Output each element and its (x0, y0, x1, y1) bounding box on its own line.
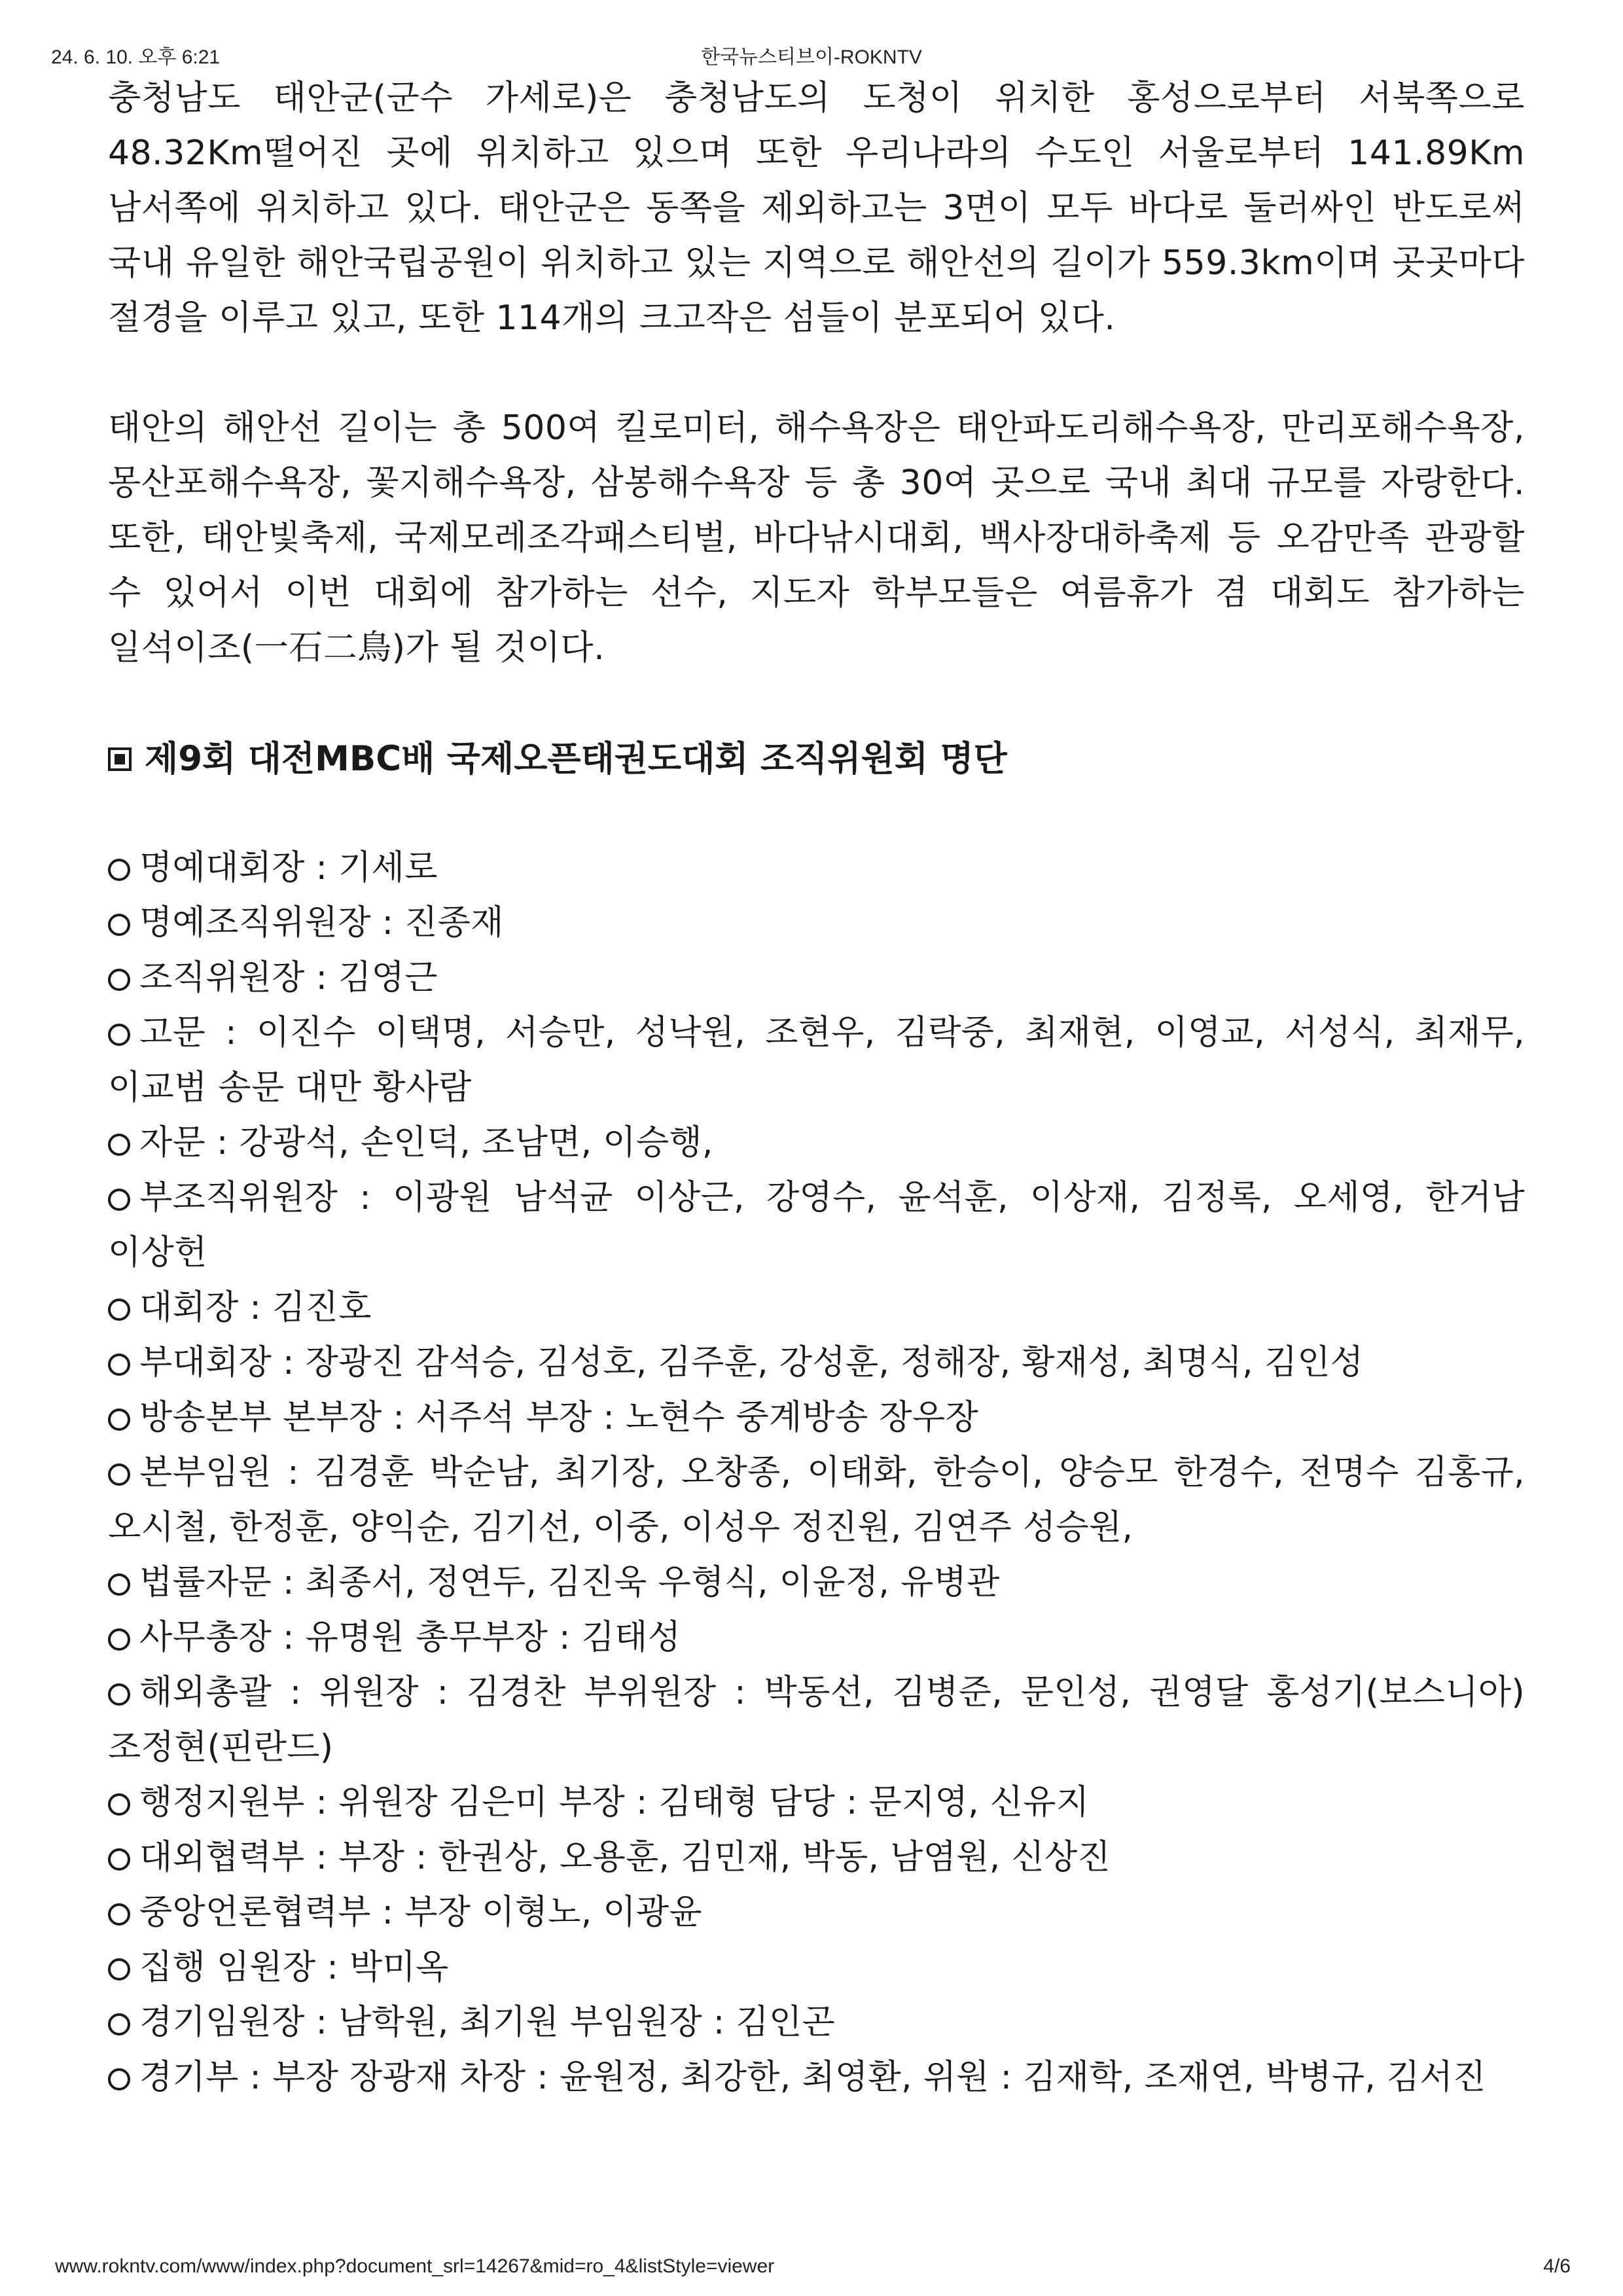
roster-item: 행정지원부 : 위원장 김은미 부장 : 김태형 담당 : 문지영, 신유지 (108, 1775, 1525, 1830)
circle-bullet-icon (108, 1463, 130, 1486)
circle-bullet-icon (108, 1189, 130, 1211)
roster-item: 명예대회장 : 기세로 (108, 840, 1525, 895)
print-footer (0, 2255, 1623, 2282)
circle-bullet-icon (108, 1793, 130, 1816)
roster-item: 대외협력부 : 부장 : 한권상, 오용훈, 김민재, 박동, 남염원, 신상진 (108, 1830, 1525, 1885)
circle-bullet-icon (108, 2013, 130, 2036)
circle-bullet-icon (108, 969, 130, 991)
article-paragraph-1: 충청남도 태안군(군수 가세로)은 충청남도의 도청이 위치한 홍성으로부터 서북쪽으로 48.32Km떨어진 곳에 위치하고 있으며 또한 우리나라의 수도인 서울로부터 141.89Km 남서쪽에 위치하고 있다. 태안군은 동쪽을 제외하고는 3면이 모두 바다로 둘러싸인 반도로써 국내 유일한 해안국립공원이 위치하고 있는 지역으로 해안선의 길이가 559.3km이며 곳곳마다 절경을 이루고 있고, 또한 114개의 크고작은 섬들이 분포되어 있다. (108, 79, 1525, 338)
article-paragraph-2: 태안의 해안선 길이는 총 500여 킬로미터, 해수욕장은 태안파도리해수욕장, 만리포해수욕장, 몽산포해수욕장, 꽃지해수욕장, 삼봉해수욕장 등 총 30여 곳으로 국내 최대 규모를 자랑한다. 또한, 태안빛축제, 국제모레조각패스티벌, 바다낚시대회, 백사장대하축제 등 오감만족 관광할 수 있어서 이번 대회에 참가하는 선수, 지도자 학부모들은 여름휴가 겸 대회도 참가하는 일석이조(一石二鳥)가 될 것이다. (108, 408, 1525, 668)
roster-item: 경기임원장 : 남학원, 최기원 부임원장 : 김인곤 (108, 1995, 1525, 2050)
circle-bullet-icon (108, 1903, 130, 1926)
roster-item: 고문 : 이진수 이택명, 서승만, 성낙원, 조현우, 김락중, 최재현, 이영교, 서성식, 최재무, 이교범 송문 대만 황사람 (108, 1013, 1525, 1107)
committee-roster (108, 840, 1525, 2105)
circle-bullet-icon (108, 859, 130, 881)
circle-bullet-icon (108, 1683, 130, 1706)
page-url: www.rokntv.com/www/index.php?document_srl=14267&mid=ro_4&listStyle=viewer (55, 2255, 775, 2277)
roster-item: 대회장 : 김진호 (108, 1280, 1525, 1335)
roster-item: 부대회장 : 장광진 감석승, 김성호, 김주훈, 강성훈, 정해장, 황재성, 최명식, 김인성 (108, 1335, 1525, 1390)
circle-bullet-icon (108, 1848, 130, 1871)
print-header (0, 41, 1623, 67)
roster-item: 경기부 : 부장 장광재 차장 : 윤원정, 최강한, 최영환, 위원 : 김재학, 조재연, 박병규, 김서진 (108, 2050, 1525, 2105)
roster-item: 집행 임원장 : 박미옥 (108, 1940, 1525, 1995)
roster-item: 조직위원장 : 김영근 (108, 950, 1525, 1005)
roster-item: 자문 : 강광석, 손인덕, 조남면, 이승행, (108, 1115, 1525, 1170)
circle-bullet-icon (108, 1354, 130, 1376)
roster-item: 해외총괄 : 위원장 : 김경찬 부위원장 : 박동선, 김병준, 문인성, 권영달 홍성기(보스니아) 조정현(핀란드) (108, 1673, 1525, 1767)
roster-item: 중앙언론협력부 : 부장 이형노, 이광윤 (108, 1885, 1525, 1940)
roster-item: 사무총장 : 유명원 총무부장 : 김태성 (108, 1610, 1525, 1665)
site-title: 한국뉴스티브이-ROKNTV (701, 46, 922, 68)
circle-bullet-icon (108, 1628, 130, 1651)
article-body (108, 71, 1525, 2105)
print-datetime: 24. 6. 10. 오후 6:21 (51, 46, 221, 68)
circle-bullet-icon (108, 2068, 130, 2090)
circle-bullet-icon (108, 914, 130, 936)
roster-item: 본부임원 : 김경훈 박순남, 최기장, 오창종, 이태화, 한승이, 양승모 한경수, 전명수 김홍규, 오시철, 한정훈, 양익순, 김기선, 이중, 이성우 정진원, 김연주 성승원, (108, 1453, 1525, 1547)
circle-bullet-icon (108, 1958, 130, 1981)
circle-bullet-icon (108, 1299, 130, 1321)
roster-item: 방송본부 본부장 : 서주석 부장 : 노현수 중계방송 장우장 (108, 1390, 1525, 1445)
roster-item: 명예조직위원장 : 진종재 (108, 895, 1525, 950)
page-number: 4/6 (1543, 2255, 1571, 2277)
roster-item: 부조직위원장 : 이광원 남석균 이상근, 강영수, 윤석훈, 이상재, 김정록, 오세영, 한거남 이상헌 (108, 1178, 1525, 1272)
circle-bullet-icon (108, 1024, 130, 1046)
circle-bullet-icon (108, 1573, 130, 1596)
circle-bullet-icon (108, 1408, 130, 1431)
roster-item: 법률자문 : 최종서, 정연두, 김진욱 우형식, 이윤정, 유병관 (108, 1555, 1525, 1610)
circle-bullet-icon (108, 1134, 130, 1156)
square-bullet-icon (108, 747, 132, 771)
section-heading (108, 732, 1525, 787)
section-heading-text: 제9회 대전MBC배 국제오픈태권도대회 조직위원회 명단 (145, 739, 1007, 779)
